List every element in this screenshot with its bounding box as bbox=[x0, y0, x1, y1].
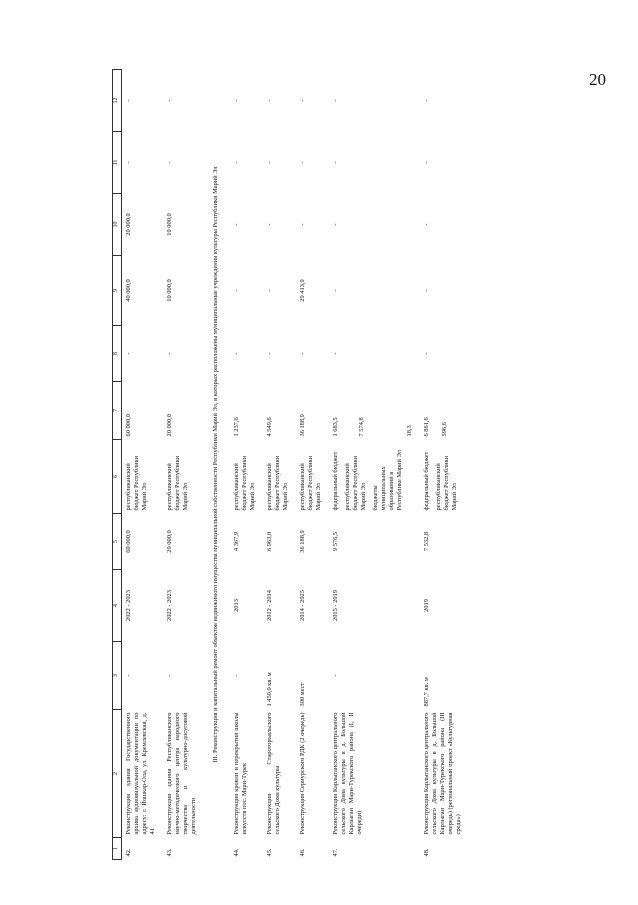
value-col9: - bbox=[233, 289, 240, 292]
value-col7: 1 683,5 bbox=[332, 417, 339, 437]
table-row bbox=[122, 70, 164, 860]
value-col10: - bbox=[299, 223, 306, 226]
col-header: 10 bbox=[113, 194, 122, 256]
section-heading-row bbox=[204, 70, 230, 860]
value-col8: - bbox=[166, 352, 173, 355]
value-col11: - bbox=[166, 161, 173, 164]
value-col10: - bbox=[233, 223, 240, 226]
value-col8: - bbox=[233, 352, 240, 355]
total-cost: 6 963,0 bbox=[266, 531, 273, 552]
value-col12: - bbox=[332, 99, 339, 102]
col-header: 3 bbox=[113, 642, 122, 710]
object-name: Реконструкция Карлыганского центрального сельского Дома культуры в д. Большой Карлыган Мари-Турекского района (III очередь) (региональный проект «Культурная среда») bbox=[423, 712, 462, 835]
value-col10: - bbox=[266, 223, 273, 226]
col-header: 12 bbox=[113, 70, 122, 132]
total-cost: 60 000,0 bbox=[125, 530, 132, 553]
value-col8: - bbox=[332, 352, 339, 355]
value-col8: - bbox=[423, 352, 430, 355]
period: 2022 - 2023 bbox=[125, 590, 132, 621]
object-name: Реконструкция Староторъяльского сельского Дома культуры bbox=[266, 712, 281, 835]
section-title: III. Реконструкция и капитальный ремонт объектов недвижимого имущества муниципальной собственности Республики Марий Эл, в которых расположены муниципальные учреждения культуры Республики Марий Эл bbox=[212, 166, 219, 763]
value-col7-list bbox=[420, 382, 469, 440]
funding-source: республиканский бюджет Республики Марий Эл bbox=[435, 455, 458, 511]
object-name: Реконструкция здания Государственного архива аудиовизуальной документации по адресу: г. Йошкар-Ола, ул. Кремлевская, д. 41 bbox=[125, 712, 156, 835]
row-number: 47. bbox=[332, 848, 339, 857]
value-col7: 20 000,0 bbox=[166, 414, 173, 437]
row-number: 44. bbox=[233, 848, 240, 857]
capacity: 887,7 кв. м bbox=[423, 677, 430, 707]
col-header: 11 bbox=[113, 132, 122, 194]
total-cost: 7 532,8 bbox=[423, 531, 430, 552]
funding-source-list bbox=[420, 440, 469, 514]
rotated-table-container bbox=[112, 70, 522, 860]
value-col7: 1 237,6 bbox=[233, 417, 240, 437]
value-col12: - bbox=[299, 99, 306, 102]
value-col8: - bbox=[299, 352, 306, 355]
value-col12: - bbox=[266, 99, 273, 102]
page-number: 20 bbox=[589, 70, 606, 89]
value-col9: - bbox=[266, 289, 273, 292]
value-col12: - bbox=[423, 99, 430, 102]
col-header: 5 bbox=[113, 514, 122, 570]
value-col7: 4 549,6 bbox=[266, 417, 273, 437]
value-col10: 20 000,0 bbox=[125, 213, 132, 236]
value-col11: - bbox=[125, 161, 132, 164]
value-col9: 29 413,9 bbox=[299, 279, 306, 302]
table-row bbox=[230, 70, 263, 860]
table-row bbox=[296, 70, 329, 860]
value-col7: 596,6 bbox=[441, 422, 448, 437]
funding-source: республиканский бюджет Республики Марий Эл bbox=[266, 455, 289, 511]
period: 2012 - 2014 bbox=[266, 590, 273, 621]
row-number: 48. bbox=[423, 848, 430, 857]
value-col7: 6 861,6 bbox=[423, 417, 430, 437]
table-row bbox=[420, 70, 469, 860]
value-col11: - bbox=[423, 161, 430, 164]
value-col11: - bbox=[332, 161, 339, 164]
row-number: 43. bbox=[166, 848, 173, 857]
value-col11: - bbox=[233, 161, 240, 164]
col-header: 4 bbox=[113, 570, 122, 642]
col-header: 1 bbox=[113, 838, 122, 860]
column-number-header bbox=[113, 70, 122, 860]
value-col7: 60 000,0 bbox=[125, 414, 132, 437]
value-col12: - bbox=[166, 99, 173, 102]
value-col12: - bbox=[233, 99, 240, 102]
row-number: 45. bbox=[266, 848, 273, 857]
period: 2019 bbox=[423, 599, 430, 612]
value-col12: - bbox=[125, 99, 132, 102]
col-header: 6 bbox=[113, 440, 122, 514]
funding-source: республиканский бюджет Республики Марий Эл bbox=[299, 455, 322, 511]
period: 2014 - 2025 bbox=[299, 590, 306, 621]
value-col7: 7 574,8 bbox=[358, 417, 365, 437]
col-header: 8 bbox=[113, 326, 122, 382]
col-header: 9 bbox=[113, 256, 122, 326]
value-col9: 40 000,0 bbox=[125, 279, 132, 302]
table-row bbox=[263, 70, 296, 860]
table-row bbox=[329, 70, 420, 860]
capacity: - bbox=[125, 674, 132, 677]
funding-source: бюджеты муниципальных образований в Республике Марий Эл bbox=[372, 450, 403, 511]
total-cost: 9 576,5 bbox=[332, 531, 339, 552]
capacity: - bbox=[166, 674, 173, 677]
period: 2013 bbox=[233, 599, 240, 612]
value-col8: - bbox=[266, 352, 273, 355]
table-row bbox=[163, 70, 204, 860]
row-number: 42. bbox=[125, 848, 132, 857]
period: 2022 - 2023 bbox=[166, 590, 173, 621]
value-col10: - bbox=[332, 223, 339, 226]
capacity: 300 мест bbox=[299, 682, 306, 707]
col-header: 2 bbox=[113, 710, 122, 838]
funding-source: республиканский бюджет Республики Марий Эл bbox=[125, 455, 148, 511]
value-col10: - bbox=[423, 223, 430, 226]
row-number: 46. bbox=[299, 848, 306, 857]
value-col9: - bbox=[423, 289, 430, 292]
funding-source: федеральный бюджет bbox=[332, 451, 339, 511]
funding-source: федеральный бюджет bbox=[423, 451, 430, 511]
object-name: Реконструкция здания Республиканского научно-методического центра народного творчества и культурно-досуговой деятельности bbox=[166, 712, 197, 835]
value-col7: 36 188,9 bbox=[299, 414, 306, 437]
total-cost: 4 367,9 bbox=[233, 531, 240, 552]
value-col11: - bbox=[299, 161, 306, 164]
value-col7: 18,3 bbox=[406, 425, 413, 437]
capacity: - bbox=[233, 674, 240, 677]
funding-source: республиканский бюджет Республики Марий Эл bbox=[233, 455, 256, 511]
value-col9: 10 000,0 bbox=[166, 279, 173, 302]
value-col10: 10 000,0 bbox=[166, 213, 173, 236]
col-header: 7 bbox=[113, 382, 122, 440]
value-col9: - bbox=[332, 289, 339, 292]
capacity: 1 450,0 кв. м bbox=[266, 672, 273, 707]
value-col11: - bbox=[266, 161, 273, 164]
funding-source: республиканский бюджет Республики Марий Эл bbox=[166, 455, 189, 511]
total-cost: 36 188,9 bbox=[299, 530, 306, 553]
object-name: Реконструкция Карлыганского центрального сельского Дома культуры в д. Большой Карлыган Мари-Турекского района (I, II очереди) bbox=[332, 712, 363, 835]
object-name: Реконструкция Сернурского РДК (2 очередь) bbox=[299, 712, 306, 835]
capacity: - bbox=[332, 674, 339, 677]
period: 2015 - 2019 bbox=[332, 590, 339, 621]
program-table bbox=[112, 69, 469, 860]
object-name: Реконструкция кровли и перекрытия школы искусств пос. Мари-Турек bbox=[233, 712, 248, 835]
value-col7-list bbox=[329, 382, 420, 440]
funding-source-list bbox=[329, 440, 420, 514]
total-cost: 20 000,0 bbox=[166, 530, 173, 553]
value-col8: - bbox=[125, 352, 132, 355]
funding-source: республиканский бюджет Республики Марий Эл bbox=[344, 455, 367, 511]
